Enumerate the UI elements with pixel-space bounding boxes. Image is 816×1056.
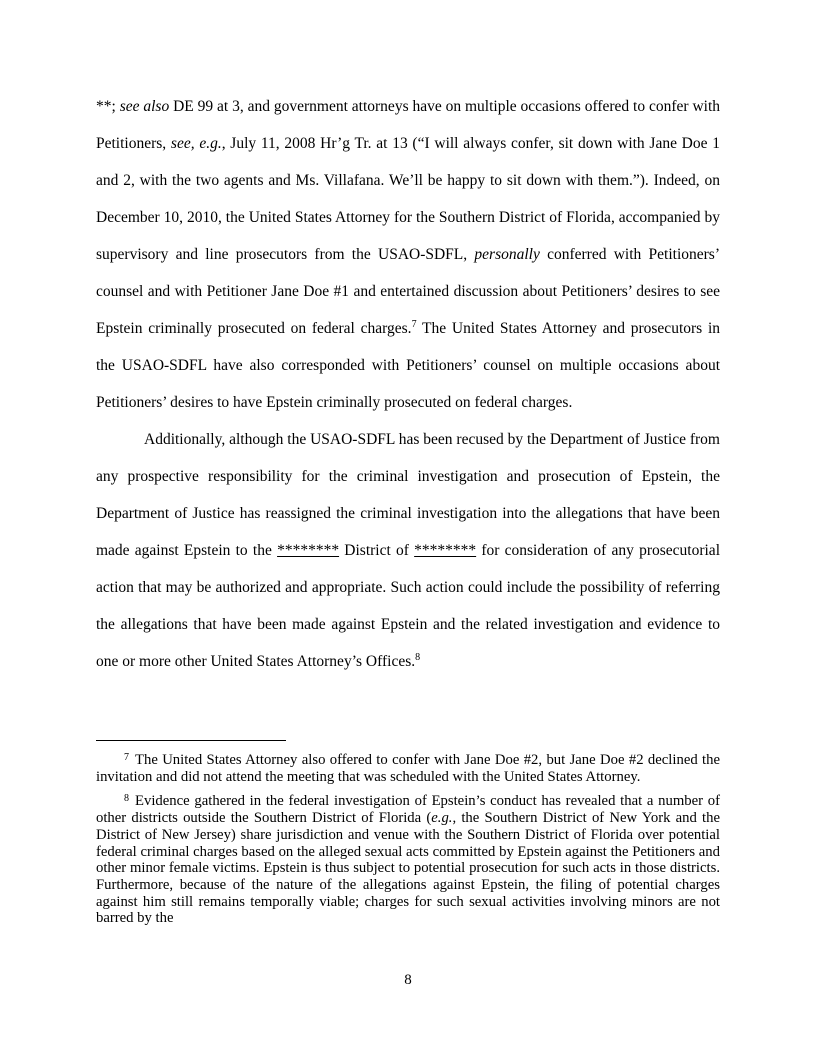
footnote-text: The United States Attorney also offered to confer with Jane Doe #2, but Jane Doe #2 declined the invitation and did not attend the meeting that was scheduled with the United States Attorney. [96,752,720,785]
footnotes [96,752,720,935]
footnote-number: 7 [124,752,129,763]
italic-run: personally [474,246,540,263]
footnote-text: , the Southern District of New York and the District of New Jersey) share jurisdiction and venue with the Southern District of Florida over potential federal criminal charges based on the alleged sexual acts committed by Epstein against the Petitioners and other minor female victims. Epstein is thus subject to potential prosecution for such acts in those districts. Furthermore, because of the nature of the allegations against Epstein, the filing of potential charges against him still remains temporally viable; charges for such sexual activities involving minors are not barred by the [96,810,720,927]
text-run: DE 99 at 3, and government attorneys have on multiple occasions offered to confer with Petitioners, [96,98,720,152]
text-run: District of [339,542,415,559]
redacted-district-1: ******** [277,542,340,559]
paragraph-1 [96,88,720,421]
italic-run: e.g. [431,810,453,827]
text-run: Additionally, although the USAO-SDFL has been recused by the Department of Justice from any prospective responsibility for the criminal investigation and prosecution of Epstein, the Department of Justice has reassigned the criminal investigation into the allegations that have been made against Epstein to the [96,431,720,559]
paragraph-2 [96,421,720,680]
footnote-ref-7[interactable]: 7 [411,319,417,330]
footnote-7 [96,752,720,785]
text-run: The United States Attorney and prosecutors in the USAO-SDFL have also corresponded with Petitioners’ counsel on multiple occasions about Petitioners’ desires to have Epstein criminally prosecuted on federal charges. [96,320,720,411]
footnote-8 [96,793,720,927]
footnote-divider [96,740,286,741]
text-run: conferred with Petitioners’ counsel and with Petitioner Jane Doe #1 and entertained discussion about Petitioners’ desires to see Epstein criminally prosecuted on federal charges. [96,246,721,337]
footnote-number: 8 [124,793,129,805]
redacted-district-2: ******** [414,542,477,559]
italic-run: see, e.g. [170,135,222,152]
text-run: **; [96,98,120,115]
italic-run: see also [119,98,170,115]
body-text [96,88,720,680]
footnote-ref-8[interactable]: 8 [415,652,421,663]
text-run: for consideration of any prosecutorial action that may be authorized and appropriate. Such action could include the possibility of referring the allegations that have been made against Epstein and the related investigation and evidence to one or more other United States Attorney’s Offices. [96,542,720,670]
footnote-text: Evidence gathered in the federal investigation of Epstein’s conduct has revealed that a number of other districts outside the Southern District of Florida ( [96,793,720,827]
page-number: 8 [404,972,412,988]
text-run: , July 11, 2008 Hr’g Tr. at 13 (“I will always confer, sit down with Jane Doe 1 and 2, with the two agents and Ms. Villafana. We’ll be happy to sit down with them.”). Indeed, on December 10, 2010, the United States Attorney for the Southern District of Florida, accompanied by supervisory and line prosecutors from the USAO-SDFL, [96,135,720,263]
